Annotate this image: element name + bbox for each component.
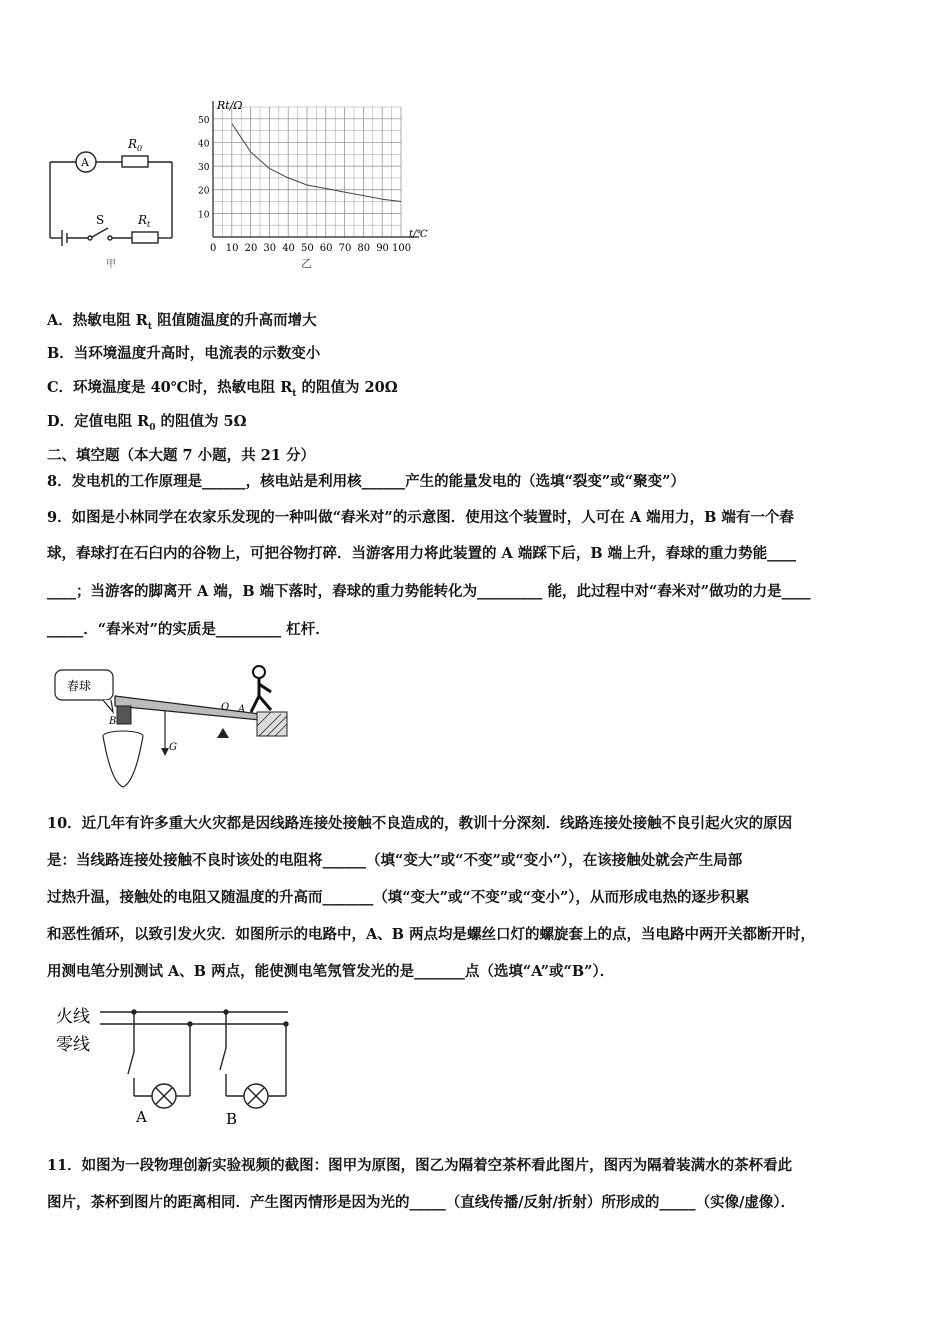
q9-line-2: 球，舂球打在石臼内的谷物上，可把谷物打碎．当游客用力将此装置的 A 端踩下后，B 端上升，舂球的重力势能____: [47, 545, 797, 562]
q10-line-5: 用测电笔分别测试 A、B 两点，能使测电笔氖管发光的是_______点（选填“A”或“B”）．: [47, 963, 615, 980]
figure-caption-jia: 甲: [106, 259, 116, 270]
platform-block: [257, 712, 287, 736]
option-c: C．环境温度是 40℃时，热敏电阻 $R_t$ 的阻值为 20Ω: [47, 379, 398, 399]
chart-ylabel: Rt/Ω: [217, 99, 243, 112]
q11-line-1: 11．如图为一段物理创新实验视频的截图：图甲为原图，图乙为隔着空茶杯看此图片，图丙为隔着装满水的茶杯看此: [47, 1157, 793, 1174]
point-b-label: B: [226, 1110, 238, 1128]
chart-x-tick-label: 100: [392, 243, 412, 254]
chart-x-tick-label: 10: [225, 243, 239, 254]
chunmidui-figure: [45, 662, 295, 792]
chart-x-tick-label: 70: [338, 243, 352, 254]
chart-y-tick-label: 40: [198, 139, 210, 150]
point-a-label: A: [136, 1108, 147, 1126]
switch-b-icon: [220, 1048, 226, 1070]
chart-y-tick-label: 10: [198, 210, 210, 221]
question-8: 8．发电机的工作原理是______，核电站是利用核______产生的能量发电的（选填“裂变”或“聚变”）: [47, 473, 685, 490]
resistance-temperature-chart: [195, 95, 440, 280]
chart-x-tick-label: 0: [210, 243, 217, 254]
q9-line-1: 9．如图是小林同学在农家乐发现的一种叫做“舂米对”的示意图．使用这个装置时，人可在 A 端用力，B 端有一个舂: [47, 509, 794, 526]
q10-line-2: 是：当线路连接处接触不良时该处的电阻将______（填“变大”或“不变”或“变小”），在该接触处就会产生局部: [47, 852, 743, 869]
chart-grid: [213, 107, 401, 237]
q10-line-4: 和恶性循环，以致引发火灾．如图所示的电路中，A、B 两点均是螺丝口灯的螺旋套上的点，当电路中两开关都断开时，: [47, 926, 816, 943]
circuit-figure-jia: [40, 120, 190, 280]
option-d: D．定值电阻 $R_0$ 的阻值为 5Ω: [47, 413, 247, 433]
point-o-label: O: [221, 702, 230, 713]
switch-label: S: [96, 213, 105, 227]
r0-label: $R_0$: [128, 137, 143, 153]
live-wire-label: 火线: [56, 1007, 90, 1027]
section-title: 二、填空题（本大题 7 小题，共 21 分）: [47, 447, 315, 464]
pestle-ball: [117, 706, 131, 724]
chart-y-tick-label: 20: [198, 186, 210, 197]
option-a: A．热敏电阻 $R_t$ 阻值随温度的升高而增大: [47, 312, 317, 332]
chart-xlabel: t/℃: [409, 229, 428, 240]
q9-line-4: _____．“舂米对”的实质是_________ 杠杆．: [47, 621, 330, 638]
fulcrum-icon: [217, 728, 229, 738]
resistor-r0-icon: [122, 156, 148, 167]
chart-x-tick-label: 30: [263, 243, 277, 254]
gravity-label: G: [169, 742, 177, 753]
q10-line-3: 过热升温，接触处的电阻又随温度的升高而_______（填“变大”或“不变”或“变小”），从而形成电热的逐步积累: [47, 889, 750, 906]
q10-line-1: 10．近几年有许多重大火灾都是因线路连接处接触不良造成的，教训十分深刻．线路连接处接触不良引起火灾的原因: [47, 815, 793, 832]
chart-y-tick-label: 50: [198, 115, 210, 126]
resistor-rt-icon: [132, 232, 158, 243]
household-circuit-figure: [50, 998, 300, 1128]
chart-y-tick-label: 30: [198, 163, 210, 174]
q11-line-2: 图片，茶杯到图片的距离相同．产生图丙情形是因为光的_____（直线传播/反射/折射）所形成的_____（实像/虚像）．: [47, 1194, 796, 1211]
rt-label: $R_t$: [138, 213, 151, 229]
q9-line-3: ____；当游客的脚离开 A 端，B 端下落时，舂球的重力势能转化为_________ 能，此过程中对“舂米对”做功的力是____: [47, 583, 811, 600]
chart-x-tick-label: 90: [376, 243, 389, 254]
point-b-label: B: [109, 716, 117, 727]
chart-x-tick-label: 50: [301, 243, 314, 254]
ammeter-label: A: [81, 156, 89, 169]
point-a-label: A: [238, 704, 246, 715]
figure-caption-yi: 乙: [301, 257, 312, 270]
option-b: B．当环境温度升高时，电流表的示数变小: [47, 345, 321, 362]
switch-a-icon: [128, 1052, 134, 1074]
chart-x-tick-label: 20: [244, 243, 258, 254]
chart-ticks: [198, 116, 411, 254]
neutral-wire-label: 零线: [56, 1035, 90, 1055]
chart-x-tick-label: 40: [282, 243, 295, 254]
callout-text: 舂球: [67, 679, 92, 693]
switch-icon: [92, 228, 108, 237]
chart-axes: [213, 101, 419, 237]
chart-x-tick-label: 60: [319, 243, 333, 254]
chart-x-tick-label: 80: [357, 243, 371, 254]
person-icon: [251, 666, 271, 712]
